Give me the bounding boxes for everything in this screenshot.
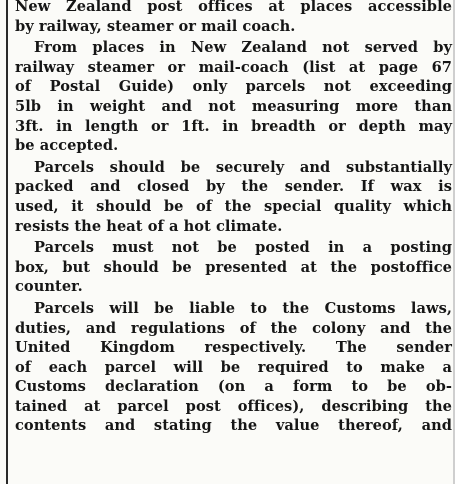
text-line: Parcels must not be posted in a posting bbox=[34, 239, 452, 257]
article-column bbox=[15, 0, 452, 436]
text-line: United Kingdom respectively. The sender bbox=[15, 339, 452, 357]
text-line: of each parcel will be required to make a bbox=[15, 358, 452, 376]
text-line: packed and closed by the sender. If wax is bbox=[15, 178, 452, 196]
text-line: be accepted. bbox=[15, 137, 119, 155]
text-line: by railway, steamer or mail coach. bbox=[15, 17, 296, 35]
text-line: contents and stating the value thereof, and bbox=[15, 417, 452, 435]
text-line: Customs declaration (on a form to be ob- bbox=[15, 378, 452, 396]
text-line: railway steamer or mail-coach (list at page 67 bbox=[15, 58, 452, 76]
text-line: Parcels should be securely and substantially bbox=[34, 158, 452, 176]
paragraph bbox=[15, 299, 452, 436]
column-rule bbox=[6, 0, 8, 484]
text-line: Parcels will be liable to the Customs laws, bbox=[34, 299, 452, 317]
text-line: From places in New Zealand not served by bbox=[34, 39, 452, 57]
paragraph bbox=[15, 238, 452, 297]
text-line: used, it should be of the special quality which bbox=[15, 197, 452, 215]
text-line: 3ft. in length or 1ft. in breadth or depth may bbox=[15, 117, 452, 135]
paragraph bbox=[15, 0, 452, 36]
text-line: duties, and regulations of the colony and the bbox=[15, 319, 452, 337]
text-line: tained at parcel post offices), describing the bbox=[15, 397, 452, 415]
text-line: New Zealand post offices at places accessible bbox=[15, 0, 452, 15]
text-line: of Postal Guide) only parcels not exceeding bbox=[15, 78, 452, 96]
text-line: 5lb in weight and not measuring more than bbox=[15, 97, 452, 115]
text-line: counter. bbox=[15, 278, 83, 296]
paragraph bbox=[15, 158, 452, 236]
text-line: resists the heat of a hot climate. bbox=[15, 217, 283, 235]
text-line: box, but should be presented at the postoffice bbox=[15, 258, 452, 276]
paragraph bbox=[15, 38, 452, 156]
